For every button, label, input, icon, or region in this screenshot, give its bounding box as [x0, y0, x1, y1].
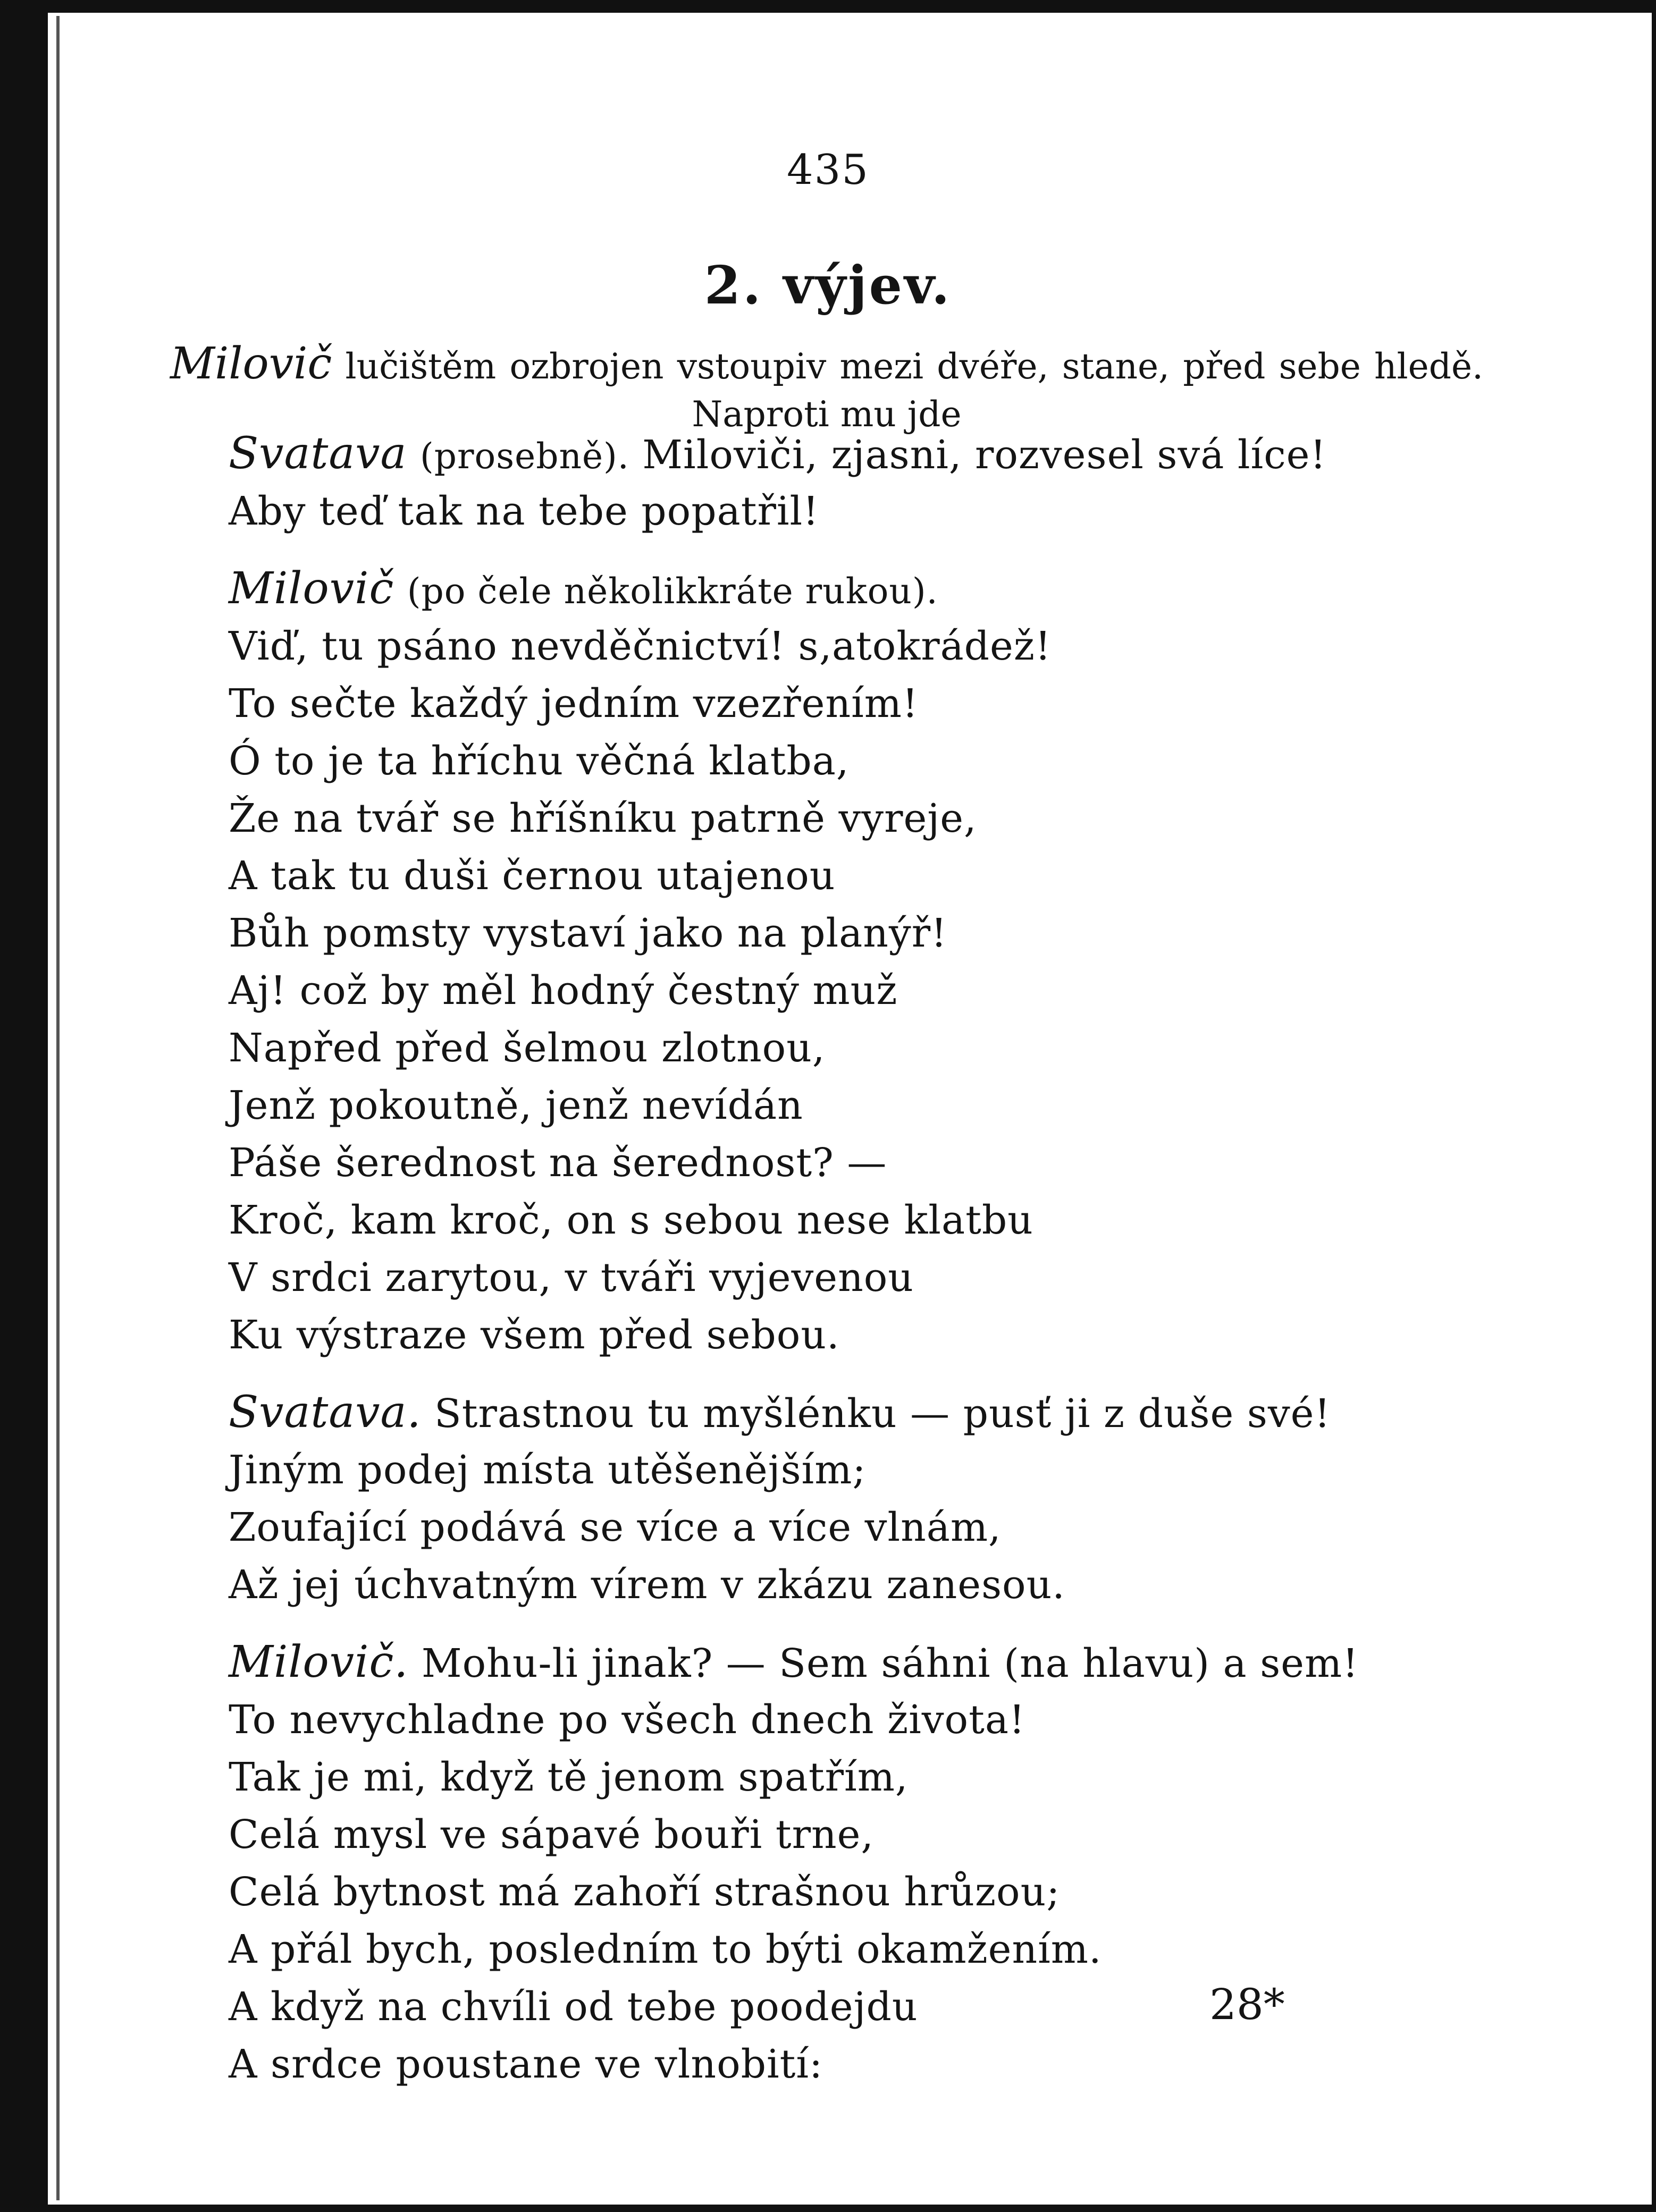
speech-block: [229, 425, 1504, 540]
verse-line: Aj! což by měl hodný čestný muž: [229, 968, 898, 1014]
speech-block: [229, 560, 1504, 1364]
verse-line: Až jej úchvatným vírem v zkázu zanesou.: [229, 1562, 1065, 1608]
verse-line: Jenž pokoutně, jenž nevídán: [229, 1083, 803, 1128]
verse-line: A když na chvíli od tebe poodejdu: [229, 1984, 918, 2030]
verse-line: Napřed před šelmou zlotnou,: [229, 1025, 826, 1071]
verse-line: Jiným podej místa utěšenějším;: [229, 1447, 867, 1493]
verse-line: Páše šerednost na šerednost? —: [229, 1140, 887, 1186]
verse-body: [229, 425, 1504, 2113]
stage-note: (po čele několikkráte rukou).: [407, 571, 938, 612]
speech-first-line: [229, 1384, 1504, 1441]
stage-direction-speaker: Milovič: [170, 339, 332, 389]
verse-text: Strastnou tu myšlénku — pusť ji z duše své!: [434, 1391, 1331, 1437]
speaker-name: Milovič: [229, 563, 394, 614]
verse-line: Že na tvář se hříšníku patrně vyreje,: [229, 796, 977, 841]
speaker-name: Svatava.: [229, 1387, 422, 1438]
verse-line: To sečte každý jedním vzezřením!: [229, 681, 919, 727]
scene-heading: 2. výjev.: [704, 255, 952, 316]
verse-line: A přál bych, posledním to býti okamžením.: [229, 1927, 1102, 1972]
verse-line: Kroč, kam kroč, on s sebou nese klatbu: [229, 1197, 1033, 1243]
verse-line: A srdce poustane ve vlnobití:: [229, 2041, 823, 2087]
speech-first-line: [229, 425, 1504, 483]
verse-line: Aby teď tak na tebe popatřil!: [229, 488, 819, 534]
speaker-name: Milovič.: [229, 1637, 409, 1687]
speech-first-line: [229, 1634, 1504, 1691]
verse-text: Miloviči, zjasni, rozvesel svá líce!: [642, 432, 1327, 478]
speech-block: [229, 1634, 1504, 2093]
verse-line: A tak tu duši černou utajenou: [229, 853, 836, 899]
stage-note: (prosebně).: [419, 436, 629, 477]
stage-direction-text: lučištěm ozbrojen vstoupiv mezi dvéře, stane, před sebe hledě. Naproti mu jde: [345, 346, 1483, 435]
speech-block: [229, 1384, 1504, 1614]
verse-line: Ku výstraze všem před sebou.: [229, 1312, 840, 1358]
speaker-name: Svatava: [229, 428, 407, 479]
stage-direction: [170, 340, 1483, 438]
signature-mark: 28*: [1209, 1980, 1285, 2029]
verse-line: V srdci zarytou, v tváři vyjevenou: [229, 1255, 914, 1301]
verse-line: Zoufající podává se více a více vlnám,: [229, 1505, 1002, 1550]
verse-line: Celá bytnost má zahoří strašnou hrůzou;: [229, 1869, 1061, 1915]
verse-line: Tak je mi, když tě jenom spatřím,: [229, 1754, 909, 1800]
verse-line: Bůh pomsty vystaví jako na planýř!: [229, 910, 947, 956]
verse-line: To nevychladne po všech dnech života!: [229, 1697, 1025, 1743]
page-number: 435: [787, 146, 869, 194]
speech-first-line: [229, 560, 1504, 618]
verse-line: Celá mysl ve sápavé bouři trne,: [229, 1812, 874, 1858]
verse-line: Ó to je ta hříchu věčná klatba,: [229, 738, 850, 784]
verse-line: Viď, tu psáno nevděčnictví! s‚atokrádež!: [229, 623, 1052, 669]
verse-text: Mohu-li jinak? — Sem sáhni (na hlavu) a sem!: [421, 1641, 1359, 1686]
